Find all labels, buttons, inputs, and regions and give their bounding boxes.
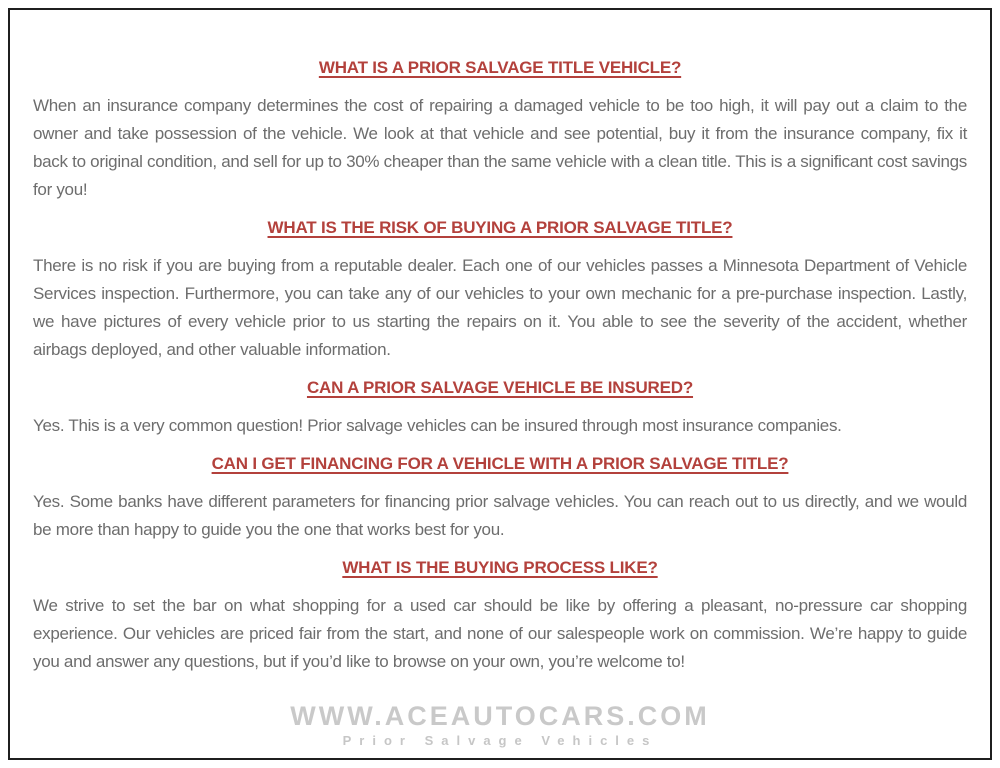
- section-body: We strive to set the bar on what shopping for a used car should be like by offering a pleasant, no-pressure car shopping experience. Our vehicles are priced fair from the start, and none of our salespeople work on commission. We’re happy to guide you and answer any questions, but if you’d like to browse on your own, you’re welcome to!: [33, 596, 967, 671]
- footer-site-url: WWW.ACEAUTOCARS.COM: [290, 701, 710, 731]
- page-border: [8, 8, 992, 760]
- section-heading: WHAT IS THE RISK OF BUYING A PRIOR SALVAGE TITLE?: [267, 218, 733, 237]
- faq-section-buying-process: [33, 558, 967, 676]
- faq-section-what-is-prior-salvage: [33, 58, 967, 204]
- footer-watermark: [33, 702, 967, 748]
- faq-section-financing: [33, 454, 967, 544]
- section-body: Yes. Some banks have different parameters for financing prior salvage vehicles. You can reach out to us directly, and we would be more than happy to guide you the one that works best for you.: [33, 492, 967, 539]
- faq-section-risk-of-buying: [33, 218, 967, 364]
- faq-section-can-be-insured: [33, 378, 967, 440]
- section-heading: WHAT IS A PRIOR SALVAGE TITLE VEHICLE?: [318, 58, 682, 77]
- section-body: When an insurance company determines the cost of repairing a damaged vehicle to be too high, it will pay out a claim to the owner and take possession of the vehicle. We look at that vehicle and see potential, buy it from the insurance company, fix it back to original condition, and sell for up to 30% cheaper than the same vehicle with a clean title. This is a significant cost savings for you!: [33, 96, 967, 199]
- footer-tagline: Prior Salvage Vehicles: [342, 733, 658, 748]
- section-body: Yes. This is a very common question! Prior salvage vehicles can be insured through most insurance companies.: [33, 416, 842, 435]
- section-heading: CAN I GET FINANCING FOR A VEHICLE WITH A PRIOR SALVAGE TITLE?: [211, 454, 789, 473]
- section-heading: CAN A PRIOR SALVAGE VEHICLE BE INSURED?: [306, 378, 694, 397]
- section-heading: WHAT IS THE BUYING PROCESS LIKE?: [342, 558, 658, 577]
- section-body: There is no risk if you are buying from a reputable dealer. Each one of our vehicles passes a Minnesota Department of Vehicle Services inspection. Furthermore, you can take any of our vehicles to your own mechanic for a pre-purchase inspection. Lastly, we have pictures of every vehicle prior to us starting the repairs on it. You able to see the severity of the accident, whether airbags deployed, and other valuable information.: [33, 256, 967, 359]
- faq-content: [10, 10, 990, 748]
